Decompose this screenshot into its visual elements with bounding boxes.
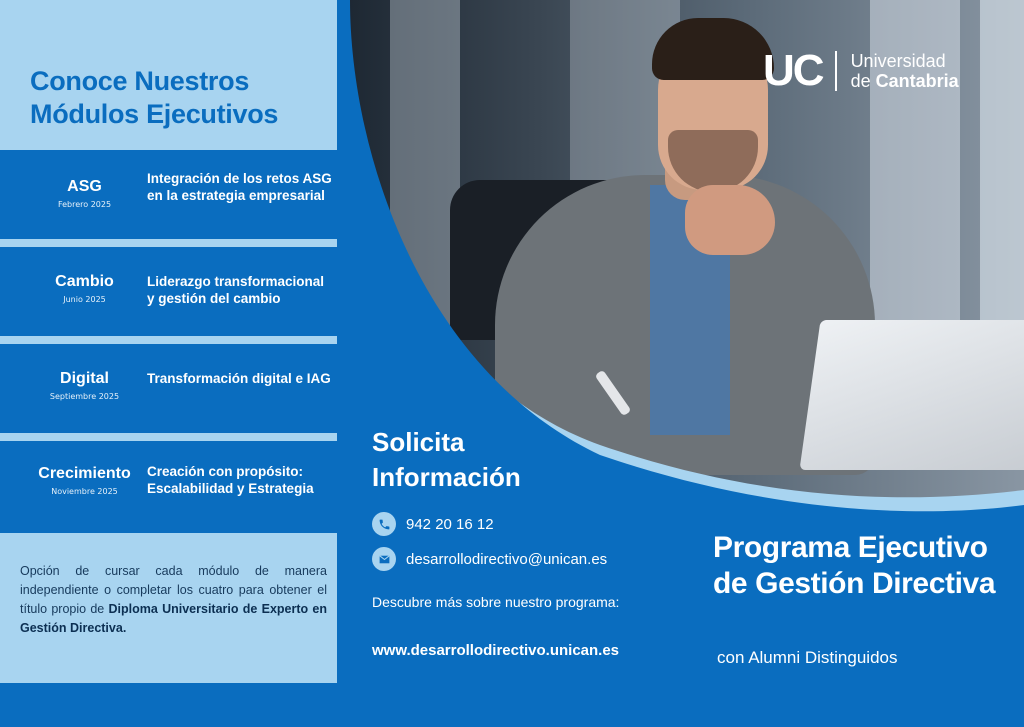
modules-title-box <box>0 0 337 150</box>
envelope-glyph <box>378 553 391 566</box>
module-label <box>22 273 147 304</box>
module-label <box>22 178 147 209</box>
module-name: ASG <box>67 178 102 195</box>
envelope-icon <box>372 547 396 571</box>
module-digital <box>0 344 337 441</box>
module-asg <box>0 150 337 247</box>
module-name: Crecimiento <box>38 465 131 482</box>
uc-logo <box>763 46 959 96</box>
module-date: Junio 2025 <box>63 295 106 304</box>
module-crecimiento <box>0 441 337 528</box>
module-name: Cambio <box>55 273 114 290</box>
module-description: Integración de los retos ASG en la estrategia empresarial <box>147 171 332 203</box>
phone-row[interactable] <box>372 512 494 536</box>
logo-line1: Universidad <box>850 51 946 71</box>
uc-logo-mark: UC <box>763 46 823 95</box>
modules-list <box>0 150 337 528</box>
module-label <box>22 370 147 401</box>
module-date: Septiembre 2025 <box>49 392 120 401</box>
module-description: Creación con propósito: Escalabilidad y Estrategia <box>147 464 314 496</box>
program-subtitle: con Alumni Distinguidos <box>717 648 898 667</box>
module-description: Liderazgo transformacional y gestión del cambio <box>147 274 325 306</box>
logo-text <box>851 51 959 91</box>
phone-number[interactable]: 942 20 16 12 <box>406 515 494 533</box>
module-name: Digital <box>60 370 109 387</box>
phone-glyph <box>378 518 391 531</box>
blue-curve-area <box>337 0 1024 727</box>
module-description: Transformación digital e IAG <box>147 371 331 386</box>
logo-line2-bold: Cantabria <box>875 71 959 91</box>
email-address[interactable]: desarrollodirectivo@unican.es <box>406 550 608 568</box>
module-cambio <box>0 247 337 344</box>
module-date: Febrero 2025 <box>57 200 112 209</box>
request-info-heading: Solicita Información <box>372 427 521 492</box>
module-date: Noviembre 2025 <box>51 487 118 496</box>
website-link[interactable]: www.desarrollodirectivo.unican.es <box>372 642 620 659</box>
diploma-note <box>20 562 327 638</box>
program-title: Programa Ejecutivo de Gestión Directiva <box>713 531 996 600</box>
diploma-note-box <box>0 533 337 683</box>
diploma-note-text: Opción de cursar cada módulo de manera independiente o completar los cuatro para obtener el título propio de <box>20 564 327 616</box>
modules-title: Conoce Nuestros Módulos Ejecutivos <box>30 66 279 129</box>
logo-line2-prefix: de <box>850 71 871 91</box>
email-row[interactable] <box>372 547 607 571</box>
discover-text: Descubre más sobre nuestro programa: <box>372 594 620 610</box>
module-label <box>22 465 147 496</box>
phone-icon <box>372 512 396 536</box>
diploma-title: Diploma Universitario de Experto en Gestión Directiva. <box>20 602 327 635</box>
logo-separator <box>835 51 837 91</box>
